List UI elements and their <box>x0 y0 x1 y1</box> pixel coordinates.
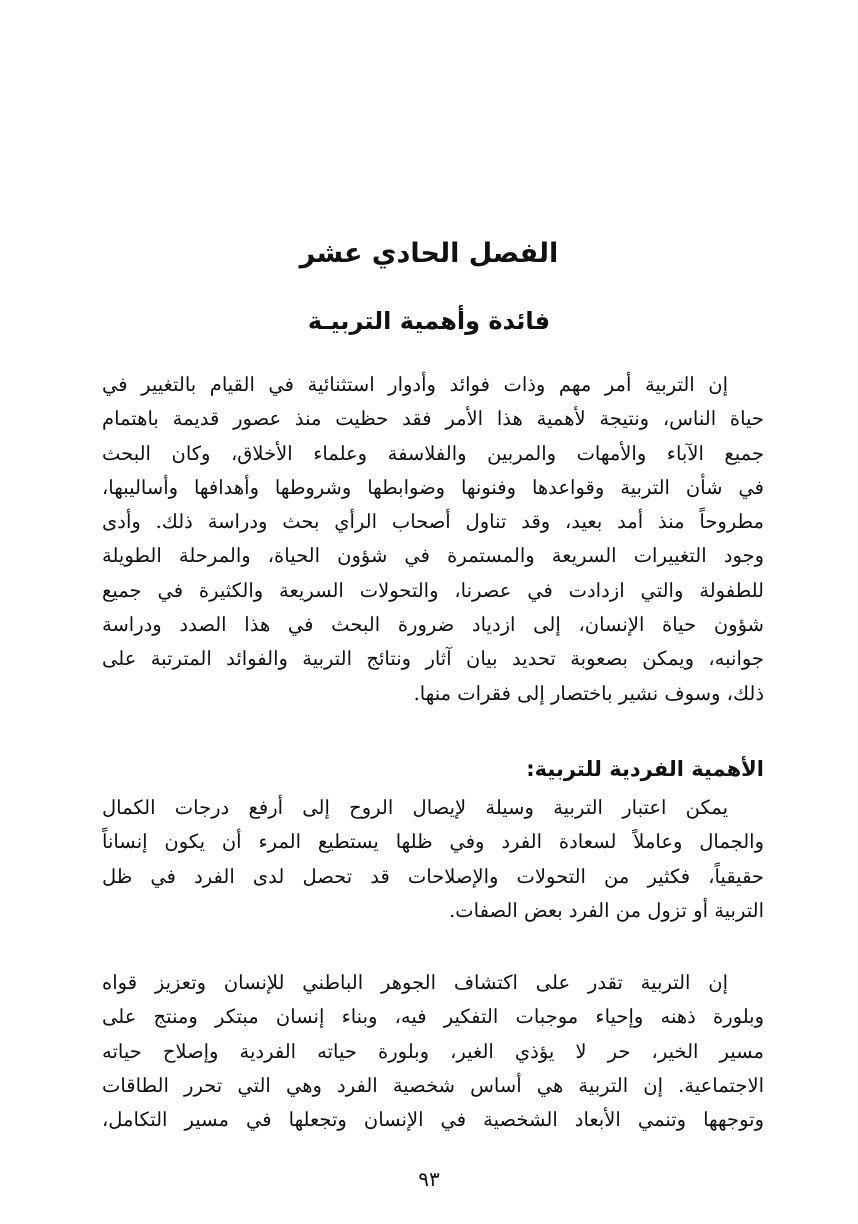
paragraph-line: مسير الخير، حر لا يؤذي الغير، وبلورة حياته الفردية وإصلاح حياته <box>102 1039 764 1063</box>
paragraph-line: إن التربية أمر مهم وذات فوائد وأدوار استثنائية في القيام بالتغيير في <box>102 373 728 396</box>
paragraph-line: شؤون حياة الإنسان، إلى ازدياد ضرورة البحث في هذا الصدد ودراسة <box>102 613 764 637</box>
paragraph-line: وتوجهها وتنمي الأبعاد الشخصية في الإنسان وتجعلها في مسير التكامل، <box>102 1108 764 1132</box>
paragraph-line: حياة الناس، ونتيجة لأهمية هذا الأمر فقد حظيت منذ عصور قديمة باهتمام <box>102 407 764 431</box>
paragraph-line: وجود التغييرات السريعة والمستمرة في شؤون الحياة، والمرحلة الطويلة <box>102 544 764 568</box>
paragraph-line: حقيقياً، فكثير من التحولات والإصلاحات قد تحصل لدى الفرد في ظل <box>102 864 764 888</box>
paragraph-line: إن التربية تقدر على اكتشاف الجوهر الباطني للإنسان وتعزيز قواه <box>102 971 728 994</box>
paragraph-line: والجمال وعاملاً لسعادة الفرد وفي ظلها يستطيع المرء أن يكون إنساناً <box>102 830 764 854</box>
paragraph-line: التربية أو تزول من الفرد بعض الصفات. <box>449 898 764 922</box>
paragraph-intro <box>102 368 764 711</box>
paragraph-line: جميع الآباء والأمهات والمربين والفلاسفة وعلماء الأخلاق، وكان البحث <box>102 441 764 465</box>
chapter-subtitle: فائدة وأهمية التربيـة <box>307 307 551 335</box>
paragraph-individual-importance <box>102 791 764 928</box>
section-heading: الأهمية الفردية للتربية: <box>526 757 764 781</box>
paragraph-line: يمكن اعتبار التربية وسيلة لإيصال الروح إلى أرفع درجات الكمال <box>102 796 728 819</box>
paragraph-inner-essence <box>102 966 764 1137</box>
paragraph-line: وبلورة ذهنه وإحياء موجبات التفكير فيه، وبناء إنسان مبتكر ومنتج على <box>102 1005 764 1029</box>
paragraph-line: للطفولة والتي ازدادت في عصرنا، والتحولات السريعة والكثيرة في جميع <box>102 578 764 602</box>
paragraph-line: ذلك، وسوف نشير باختصار إلى فقرات منها. <box>413 681 764 705</box>
paragraph-line: جوانبه، ويمكن بصعوبة تحديد بيان آثار ونتائج التربية والفوائد المترتبة على <box>102 647 764 671</box>
paragraph-line: الاجتماعية. إن التربية هي أساس شخصية الفرد وهي التي تحرر الطاقات <box>102 1073 764 1097</box>
paragraph-line: في شأن التربية وقواعدها وفنونها وضوابطها وشروطها وأهدافها وأساليبها، <box>102 475 764 499</box>
page-number: ٩٣ <box>418 1167 440 1191</box>
chapter-title: الفصل الحادي عشر <box>299 238 559 269</box>
paragraph-line: مطروحاً منذ أمد بعيد، وقد تناول أصحاب الرأي بحث ودراسة ذلك. وأدى <box>102 510 764 534</box>
